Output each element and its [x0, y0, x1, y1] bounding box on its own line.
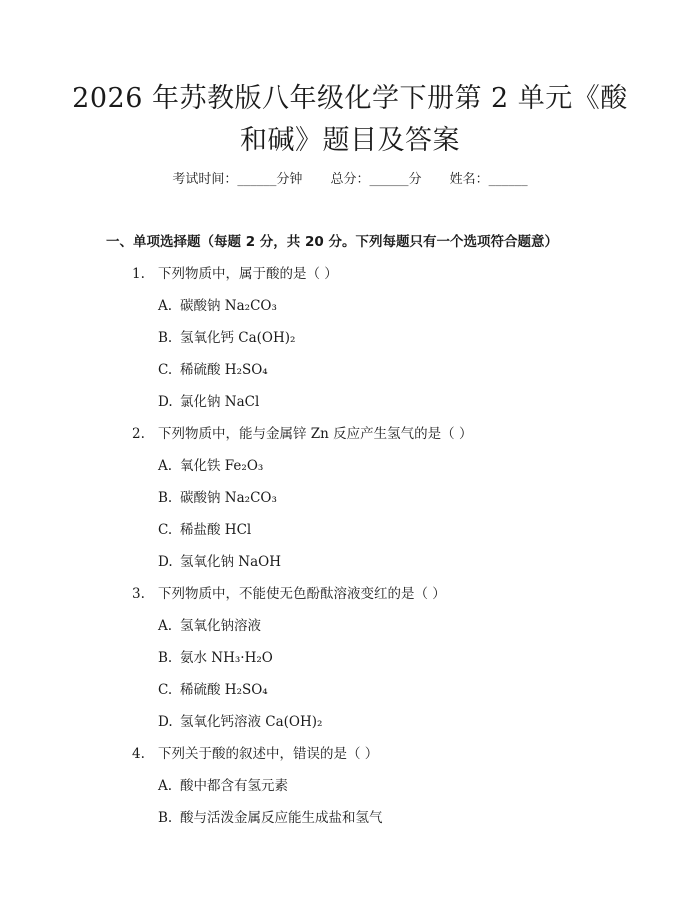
total-score: 总分：______分 — [330, 172, 422, 187]
question-text: 下列物质中，属于酸的是（ ） — [158, 266, 338, 282]
option-text: 稀硫酸 H₂SO₄ — [180, 362, 268, 378]
option-1b — [158, 326, 295, 346]
section-heading: 一、单项选择题（每题 2 分，共 20 分。下列每题只有一个选项符合题意） — [106, 234, 558, 250]
exam-time: 考试时间：______分钟 — [172, 172, 303, 187]
option-4a — [158, 774, 288, 794]
question-text: 下列关于酸的叙述中，错误的是（ ） — [158, 746, 379, 762]
option-text: 碳酸钠 Na₂CO₃ — [180, 490, 277, 506]
option-text: 氢氧化钠 NaOH — [180, 554, 281, 570]
option-letter: C. — [158, 362, 173, 378]
option-letter: D. — [158, 394, 173, 410]
option-4b — [158, 806, 383, 826]
option-letter: D. — [158, 554, 173, 570]
option-letter: B. — [158, 810, 173, 826]
title-line-2: 和碱》题目及答案 — [240, 125, 460, 156]
option-3b — [158, 646, 273, 666]
question-number: 4. — [132, 746, 145, 762]
question-1 — [132, 262, 338, 282]
option-text: 氨水 NH₃·H₂O — [180, 650, 273, 666]
option-letter: B. — [158, 330, 173, 346]
option-2b — [158, 486, 277, 506]
question-text: 下列物质中，不能使无色酚酞溶液变红的是（ ） — [158, 586, 446, 602]
option-letter: C. — [158, 522, 173, 538]
document-title — [60, 78, 640, 162]
question-number: 1. — [132, 266, 145, 282]
option-letter: A. — [158, 298, 173, 314]
option-text: 稀盐酸 HCl — [180, 522, 252, 538]
option-text: 氯化钠 NaCl — [180, 394, 260, 410]
question-3 — [132, 582, 446, 602]
option-text: 氧化铁 Fe₂O₃ — [180, 458, 264, 474]
option-2d — [158, 550, 281, 570]
question-number: 3. — [132, 586, 145, 602]
question-number: 2. — [132, 426, 145, 442]
option-3c — [158, 678, 268, 698]
option-1d — [158, 390, 259, 410]
option-text: 氢氧化钠溶液 — [180, 618, 261, 634]
student-name: 姓名：______ — [449, 172, 528, 187]
option-text: 氢氧化钙溶液 Ca(OH)₂ — [180, 714, 323, 730]
option-letter: A. — [158, 778, 173, 794]
option-2a — [158, 454, 263, 474]
option-text: 碳酸钠 Na₂CO₃ — [180, 298, 277, 314]
option-2c — [158, 518, 251, 538]
question-4 — [132, 742, 378, 762]
option-1c — [158, 358, 268, 378]
option-3a — [158, 614, 261, 634]
option-text: 稀硫酸 H₂SO₄ — [180, 682, 268, 698]
option-3d — [158, 710, 322, 730]
option-letter: A. — [158, 458, 173, 474]
option-1a — [158, 294, 277, 314]
option-letter: A. — [158, 618, 173, 634]
exam-meta — [0, 168, 700, 187]
question-text: 下列物质中，能与金属锌 Zn 反应产生氢气的是（ ） — [158, 426, 473, 442]
question-2 — [132, 422, 472, 442]
option-text: 酸与活泼金属反应能生成盐和氢气 — [180, 810, 383, 826]
option-text: 酸中都含有氢元素 — [180, 778, 288, 794]
option-letter: B. — [158, 490, 173, 506]
option-text: 氢氧化钙 Ca(OH)₂ — [180, 330, 296, 346]
title-line-1: 2026 年苏教版八年级化学下册第 2 单元《酸 — [72, 83, 628, 114]
option-letter: D. — [158, 714, 173, 730]
option-letter: B. — [158, 650, 173, 666]
option-letter: C. — [158, 682, 173, 698]
